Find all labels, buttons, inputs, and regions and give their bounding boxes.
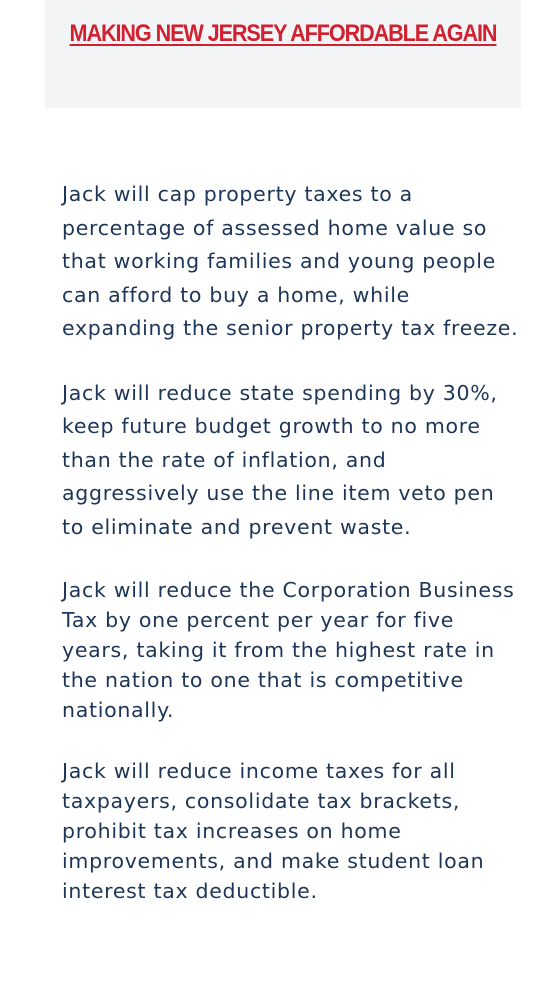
page-headline[interactable]: MAKING NEW JERSEY AFFORDABLE AGAIN — [69, 20, 497, 47]
policy-paragraph-property-tax: Jack will cap property taxes to a percentage of assessed home value so that working families and young people can afford to buy a home, while expanding the senior property tax freeze. — [62, 182, 519, 340]
policy-paragraph-corporation-tax: Jack will reduce the Corporation Business Tax by one percent per year for five years, taking it from the highest rate in the nation to one that is competitive nationally. — [62, 578, 515, 722]
policy-paragraph-income-tax: Jack will reduce income taxes for all taxpayers, consolidate tax brackets, prohibit tax increases on home improvements, and make student loan interest tax deductible. — [62, 759, 485, 903]
policy-paragraph-state-spending: Jack will reduce state spending by 30%, keep future budget growth to no more than the rate of inflation, and aggressively use the line item veto pen to eliminate and prevent waste. — [62, 380, 498, 539]
policy-content — [62, 178, 522, 906]
header-band — [45, 0, 521, 108]
